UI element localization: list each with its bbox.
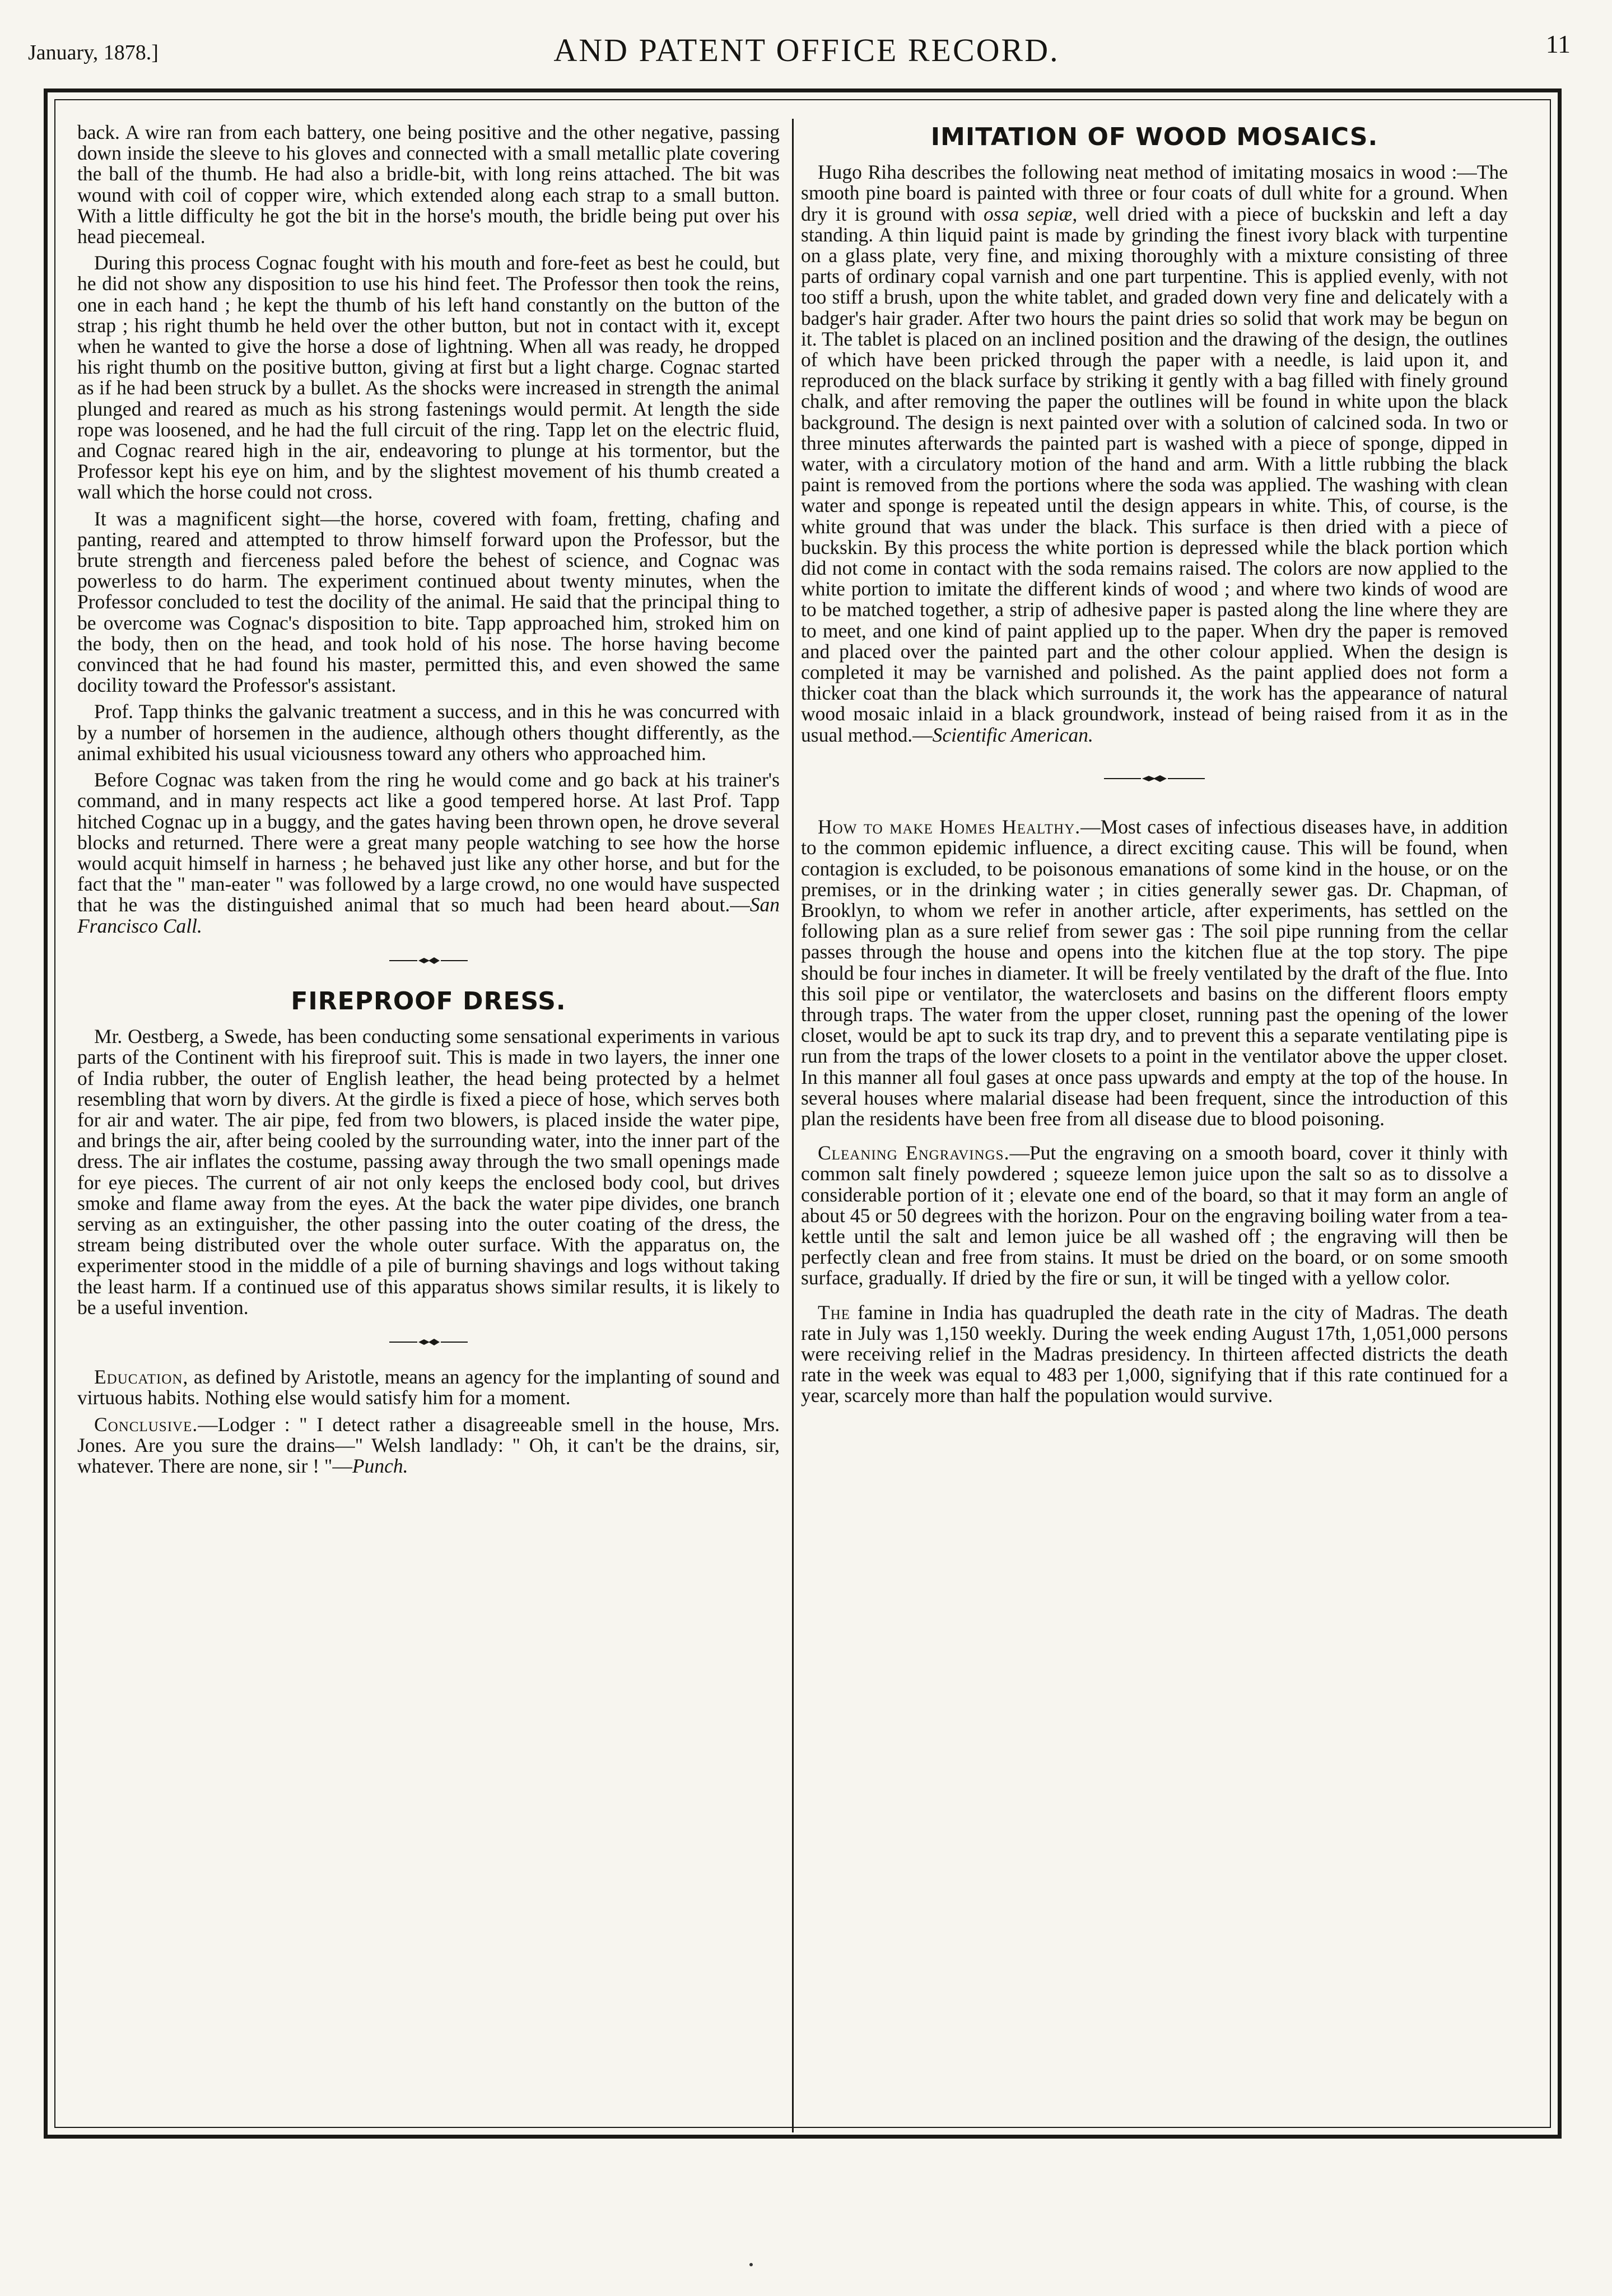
right-column [801, 122, 1508, 2116]
rule-ornament-icon [389, 956, 468, 965]
page-mark [749, 2263, 753, 2266]
source-citation: San Francisco Call. [77, 893, 780, 937]
article-paragraph: Cleaning Engravings.—Put the engraving on a smooth board, cover it thinly with common salt finely powdered ; squeeze lemon juice upon the salt so as to dissolve a considerable portion of it ; elevate one end of the board, so that it may form an angle of about 45 or 50 degrees with the horizon. Pour on the engraving boiling water from a tea-kettle until the salt and lemon juice be all washed off ; the engraving will then be perfectly clean and free from stains. It must be dried on the board, or on some smooth surface, gradually. If dried by the fire or sun, it will be tinged with a yellow color. [801, 1142, 1508, 1289]
page-number: 11 [1545, 30, 1571, 58]
article-paragraph: Conclusive.—Lodger : " I detect rather a disagreeable smell in the house, Mrs. Jones. Are you sure the drains—" Welsh landlady: " Oh, it can't be the drains, sir, whatever. There are none, sir ! "—Punch. [77, 1413, 780, 1477]
source-citation: Scientific American. [932, 723, 1093, 746]
ornament-rule [77, 950, 780, 971]
section-heading-mosaics: IMITATION OF WOOD MOSAICS. [930, 123, 1378, 151]
issue-date: January, 1878.] [28, 41, 159, 64]
lead-in: Education, [94, 1366, 189, 1389]
lead-in: Cleaning Engravings. [818, 1142, 1010, 1165]
article-paragraph: Education, as defined by Aristotle, means an agency for the implanting of sound and virtuous habits. Nothing else would satisfy him for a moment. [77, 1366, 780, 1409]
lead-in: Conclusive. [94, 1413, 198, 1436]
article-paragraph: It was a magnificent sight—the horse, covered with foam, fretting, chafing and panting, reared and attempted to throw himself forward upon the Professor, but the brute strength and fierceness paled before the behest of science, and Cognac was powerless to do harm. The experiment continued about twenty minutes, when the Professor concluded to test the docility of the animal. He said that the principal thing to be overcome was Cognac's disposition to bite. Tapp approached him, stroked him on the body, then on the head, and took hold of his nose. The horse having become convinced that he had found his master, permitted this, and even showed the same docility toward the Professor's assistant. [77, 507, 780, 697]
column-divider [792, 119, 794, 2132]
lead-in: The [818, 1301, 851, 1324]
rule-ornament-icon [1104, 774, 1205, 783]
ornament-rule [77, 1331, 780, 1352]
rule-ornament-icon [389, 1338, 468, 1347]
article-paragraph: During this process Cognac fought with his mouth and fore-feet as best he could, but he did not show any disposition to use his hind feet. The Professor then took the reins, one in each hand ; he kept the thumb of his left hand constantly on the button of the strap ; his right thumb he held over the other button, but not in contact with it, except when he wanted to give the horse a dose of lightning. When all was ready, he dropped his right thumb on the positive button, giving at first but a light charge. Cognac started as if he had been struck by a bullet. As the shocks were increased in strength the animal plunged and reared as much as his strong fastenings would permit. At length the side rope was loosened, and he had the full circuit of the ring. Tapp let on the electric fluid, and Cognac reared high in the air, endeavoring to plunge at his tormentor, but the Professor kept his eye on him, and by the slightest movement of his thumb created a wall which the horse could not cross. [77, 252, 780, 504]
article-paragraph: Before Cognac was taken from the ring he would come and go back at his trainer's command, and in many respects act like a good tempered horse. At last Prof. Tapp hitched Cognac up in a buggy, and the gates having been thrown open, he drove several blocks and returned. There were a great many people watching to see how the horse would acquit himself in harness ; he behaved just like any other horse, and but for the fact that the " man-eater " was followed by a large crowd, no one would have suspected that he was the distinguished animal that so much had been heard about.—San Francisco Call. [77, 769, 780, 937]
source-citation: Punch. [352, 1454, 408, 1477]
article-paragraph: back. A wire ran from each battery, one being positive and the other negative, passing down inside the sleeve to his gloves and connected with a small metallic plate covering the ball of the thumb. He had also a bridle-bit, with long reins attached. The bit was wound with coil of copper wire, which extended along each strap to a small button. With a little difficulty he got the bit in the horse's mouth, the bridle being put over his head piecemeal. [77, 122, 780, 248]
left-column [77, 122, 780, 2116]
article-paragraph: The famine in India has quadrupled the death rate in the city of Madras. The death rate in July was 1,150 weekly. During the week ending August 17th, 1,051,000 persons were receiving relief in the Madras presidency. In thirteen affected districts the death rate in the week was equal to 483 per 1,000, signifying that if this rate continued for a year, scarcely more than half the population would survive. [801, 1301, 1508, 1407]
article-paragraph: How to make Homes Healthy.—Most cases of infectious diseases have, in addition to the common epidemic influence, a direct exciting cause. This will be found, when contagion is excluded, to be poisonous emanations of some kind in the house, or on the premises, or in the drinking water ; in cities generally sewer gas. Dr. Chapman, of Brooklyn, to whom we refer in another article, after experiments, has settled on the following plan as a sure relief from sewer gas : The soil pipe running from the cellar passes through the house and opens into the kitchen flue at the top story. The pipe should be four inches in diameter. It will be freely ventilated by the draft of the flue. Into this soil pipe or ventilator, the waterclosets and basins on the different floors empty through traps. The water from the upper closet, running past the opening of the lower closet, would be apt to suck its trap dry, and to prevent this a separate ventilating pipe is run from the traps of the lower closets to a point in the ventilator above the upper closet. In this manner all foul gases at once pass upwards and empty at the top of the house. In several houses where malarial disease had been frequent, since the introduction of this plan the residents have been free from all disease due to blood poisoning. [801, 816, 1508, 1130]
page-header [28, 20, 1585, 71]
lead-in: How to make Homes Healthy. [818, 816, 1081, 839]
section-heading-fireproof: FIREPROOF DRESS. [291, 986, 566, 1016]
article-paragraph: Prof. Tapp thinks the galvanic treatment a success, and in this he was concurred with by a number of horsemen in the audience, although others thought differently, as the animal exhibited his usual viciousness toward any others who approached him. [77, 700, 780, 765]
journal-title: AND PATENT OFFICE RECORD. [553, 32, 1060, 68]
article-paragraph: Mr. Oestberg, a Swede, has been conducting some sensational experiments in various parts of the Continent with his fireproof suit. This is made in two layers, the inner one of India rubber, the outer of English leather, the head being protected by a helmet resembling that worn by divers. At the girdle is fixed a piece of hose, which serves both for air and water. The air pipe, fed from two blowers, is placed inside the water pipe, and brings the air, after being cooled by the surrounding water, into the inner part of the dress. The air inflates the costume, passing away through the two small openings made for eye pieces. The current of air not only keeps the enclosed body cool, but drives smoke and flame away from the eyes. At the back the water pipe divides, one branch serving as an extinguisher, the other passing into the outer coating of the dress, the stream being distributed over the whole outer surface. With the apparatus on, the experimenter stood in the middle of a pile of burning shavings and logs without taking the least harm. If a continued use of this apparatus shows similar results, it is likely to be a useful invention. [77, 1025, 780, 1319]
ornament-rule [801, 768, 1508, 789]
article-paragraph: Hugo Riha describes the following neat method of imitating mosaics in wood :—The smooth pine board is painted with three or four coats of dull white for a ground. When dry it is ground with ossa sepiæ, well dried with a piece of buckskin and left a day standing. A thin liquid paint is made by grinding the finest ivory black with turpentine on a glass plate, very fine, and mixing thoroughly with a mixture consisting of three parts of ordinary copal varnish and one part turpentine. This is applied evenly, with not too stiff a brush, upon the white tablet, and graded down very fine and delicately with a badger's hair grader. After two hours the paint dries so solid that work may be begun on it. The tablet is placed on an inclined position and the drawing of the design, the outlines of which have been pricked through the paper with a needle, is laid upon it, and reproduced on the black surface by striking it gently with a bag filled with finely ground chalk, and after removing the paper the outlines will be found in white upon the black background. The design is next painted over with a solution of calcined soda. In two or three minutes afterwards the painted part is washed with a piece of sponge, dipped in water, with a circulatory motion of the hand and arm. With a little rubbing the black paint is removed from the portions where the soda was applied. The washing with clean water and sponge is repeated until the design appears in white. This, of course, is the white ground that was under the black. This surface is then dried with a piece of buckskin. By this process the white portion is depressed while the black portion which did not come in contact with the soda remains raised. The colors are now applied to the white portion to imitate the different kinds of wood ; and where two kinds of wood are to be matched together, a strip of adhesive paper is pasted along the line where they are to meet, and one kind of paint applied up to the paper. When dry the paper is removed and placed over the painted part and the other colour applied. When the design is completed it may be varnished and polished. As the paint applied does not form a thicker coat than the black which surrounds it, the work has the appearance of natural wood mosaic inlaid in a black groundwork, instead of being raised from it as in the usual method.—Scientific American. [801, 161, 1508, 746]
